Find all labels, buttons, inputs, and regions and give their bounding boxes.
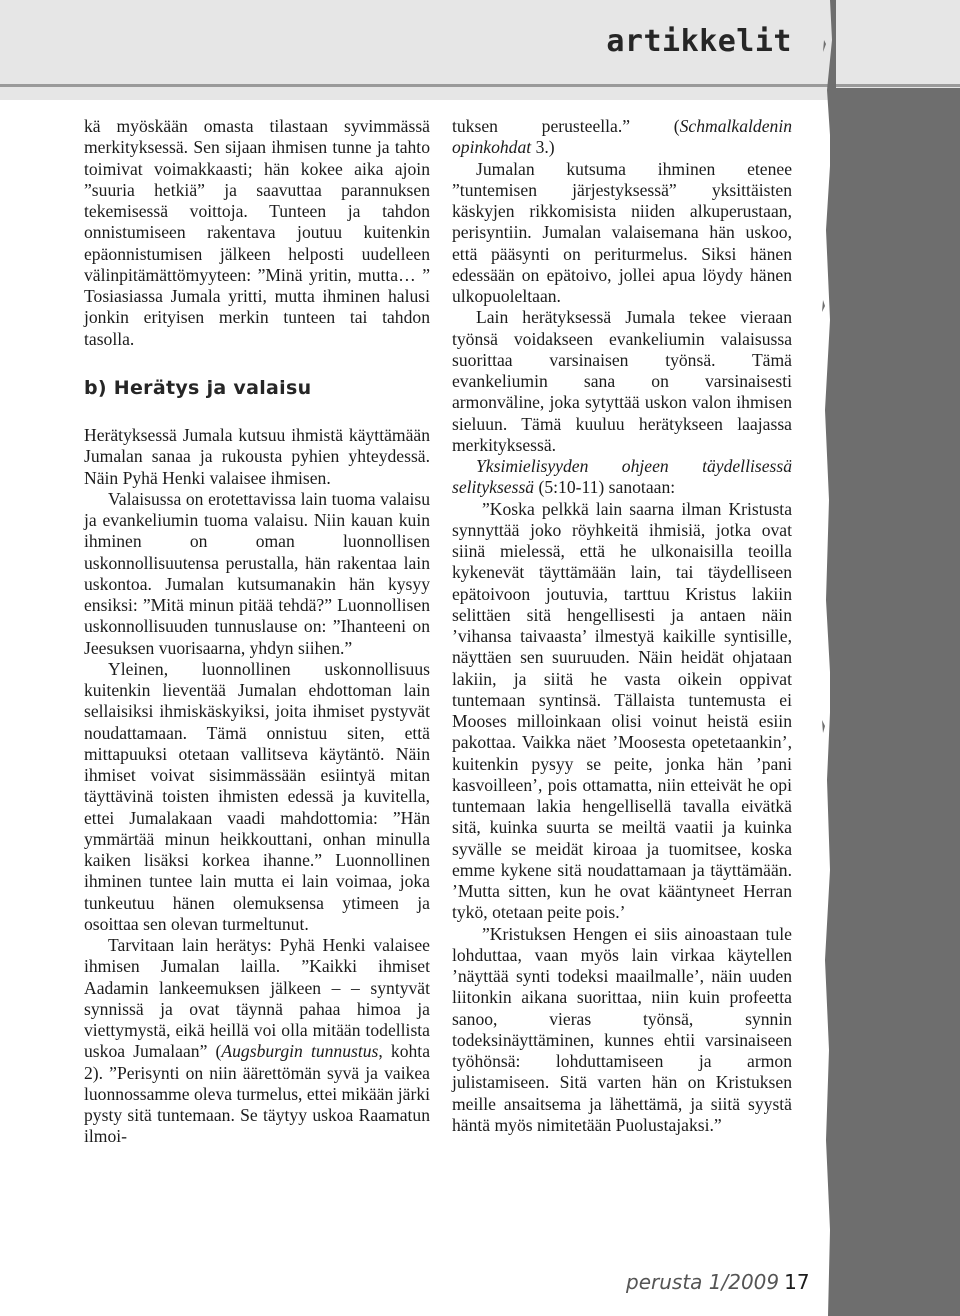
citation: Schmalkaldenin opinkohdat (452, 116, 792, 158)
block-quote: ”Koska pelkkä lain saarna ilman Kristusta synnyttää joko röyhkeitä ihmisiä, jotka ovat siinä mielessä, että he ulkonaisilla teoilla kykenevät täyttämään lain, tai täydelliseen epätoivoon joutuvia, tarttuu Kristus lakiin selittäen sitä hengellisesti ja antaen näin ’vihansa taivaasta’ ilmestyä kaikille syntisille, näyttäen sen suuruuden. Näin heidät ohjataan lakiin, ja siitä he vasta oikein oppivat tuntemaan syntinsä. Tällaista tuntemusta ei Mooses milloinkaan olisi voinut heistä esiin pakottaa. Vaikka näet ’Moosesta opetetaankin’, kuitenkin pysyy se peite, jonka hän ’pani kasvoilleen’, pois ottamatta, niin etteivät he opi tuntemaan lakia hengellisellä tavalla eivätkä sitä, kuinka suurta se meiltä vaatii ja kuinka syvälle se meidät kiroaa ja tuomitsee, koska emme kykene sitä noudattamaan ja täyttämään. ’Mutta sitten, kun he ovat kääntyneet Herran tykö, otetaan peite pois.’ (452, 498, 792, 923)
brush-edge-decoration (820, 0, 836, 1316)
right-text-column (452, 116, 792, 1136)
section-subheading: b) Herätys ja valaisu (84, 376, 312, 399)
page-number: 17 (784, 1270, 810, 1294)
paragraph: Jumalan kutsuma ihminen etenee ”tuntemisen järjestyksessä” yksittäisten käskyjen rikkomisista niiden alkuperustaan, perisyntiin. Jumalan valaisemana hän uskoo, että pääsynti on periturmelus. Siksi hänen edessään on epätoivo, jollei apua löydy hänen ulkopuoleltaan. (452, 158, 792, 306)
citation: Yksimielisyyden ohjeen täydellisessä selityksessä (452, 456, 792, 498)
paragraph-text: , kohta 2). ”Perisynti on niin äärettömän syvä ja vaikea luonnossamme oleva turmelus, ettei mikään järki pysty sitä tuntemaan. Se täytyy uskoa Raamatun ilmoi- (84, 1041, 431, 1147)
citation: Augsburgin tunnustus (221, 1041, 379, 1062)
paragraph (452, 116, 792, 159)
section-title: artikkelit (606, 24, 792, 59)
magazine-issue: perusta 1/2009 (626, 1270, 780, 1294)
paragraph: Lain herätyksessä Jumala tekee vieraan työnsä voidakseen evankeliumin valaisussa suorittaa varsinaisen työnsä. Tämä evankeliumin sana on varsinaisesti armonväline, joka sytyttää uskon valon ihmisen sieluun. Tämä kuuluu herätykseen laajassa merkityksessä. (452, 307, 792, 455)
paragraph-text: tuksen perusteella.” ( (452, 116, 680, 136)
paragraph-text: Tarvitaan lain herätys: Pyhä Henki valaisee ihmisen Jumalan lailla. ”Kaikki ihmiset Aadamin lankeemuksen jälkeen – – syntyvät synnissä ja ovat täynnä pahaa himoa ja viettymystä, eikä heillä voi olla mitään todellista uskoa Jumalaan” ( (84, 935, 430, 1062)
paragraph (84, 935, 430, 1148)
page-footer (626, 1270, 810, 1295)
header-rule (0, 84, 960, 87)
paragraph: Herätyksessä Jumala kutsuu ihmistä käyttämään Jumalan sanaa ja rukousta pyhien yhteydessä. Näin Pyhä Henki valaisee ihmisen. (84, 425, 430, 488)
paragraph: Valaisussa on erotettavissa lain tuoma valaisu ja evankeliumin tuoma valaisu. Niin kauan kuin ihminen on oman luonnollisen uskonnollisuutensa perustalla, hän rakentaa lain uskontoa. Jumalan kutsumanakin hän kysyy ensiksi: ”Mitä minun pitää tehdä?” Luonnollisen uskonnollisuuden tunnuslause on: ”Ihanteeni on Jeesuksen vuorisaarna, yhdyn siihen.” (84, 488, 430, 658)
paragraph-text: 3.) (531, 137, 555, 158)
paragraph: kä myöskään omasta tilastaan syvimmässä merkityksessä. Sen sijaan ihmisen tunne ja tahto toimivat voimakkaasti; hän kokee aika ajoin ”suuria hetkiä” ja saavuttaa parannuksen tekemisessä voittoja. Tunteen ja tahdon onnistumiseen rakentava joutuu kuitenkin epäonnistumisen jälkeen helposti uudelleen välinpitämättömyyteen: ”Minä yritin, mutta… ” Tosiasiassa Jumala yritti, mutta ihminen halusi jonkin erityisen merkin tunteen tai tahdon tasolla. (84, 116, 430, 349)
left-text-column (84, 116, 430, 1148)
decorative-side-bar (830, 88, 960, 1316)
block-quote: ”Kristuksen Hengen ei siis ainoastaan tule lohduttaa, vaan myös lain virkaa käytellen ’näyttää synti todeksi maailmalle’, näin uuden liitonkin aikana suorittaa, niin kuin profeetta sanoo, vieras työnsä, synnin todeksinäyttäminen, kunnes ehtii varsinaiseen työhönsä: lohduttamiseen ja armon julistamiseen. Sitä varten hän on Kristuksen meille ansaitsema ja lähettämä, ja siitä syystä häntä myös nimitetään Puolustajaksi.” (452, 923, 792, 1135)
paragraph: Yleinen, luonnollinen uskonnollisuus kuitenkin lieventää Jumalan ehdottoman lain sellaisiksi ihmiskäskyiksi, joita ihmiset pystyvät noudattamaan. Tämä onnistuu siten, että mittapuuksi otetaan vallitseva käytäntö. Näin ihmiset voivat sisimmässään esiintyä mitan täyttävinä toisten ihmisten edessä ja kuvitella, ettei Jumalakaan vaadi mahdottomia: ”Hän ymmärtää minun heikkouttani, onhan minulla kaiken lisäksi korkea ihanne.” Luonnollinen ihminen tuntee lain mutta ei lain voimaa, joka tunkeutuu hänen olemuksensa ytimeen ja osoittaa sen olevan turmeltunut. (84, 658, 430, 934)
paragraph (452, 456, 792, 499)
header-band (0, 0, 960, 100)
paragraph-text: (5:10-11) sanotaan: (534, 477, 676, 498)
